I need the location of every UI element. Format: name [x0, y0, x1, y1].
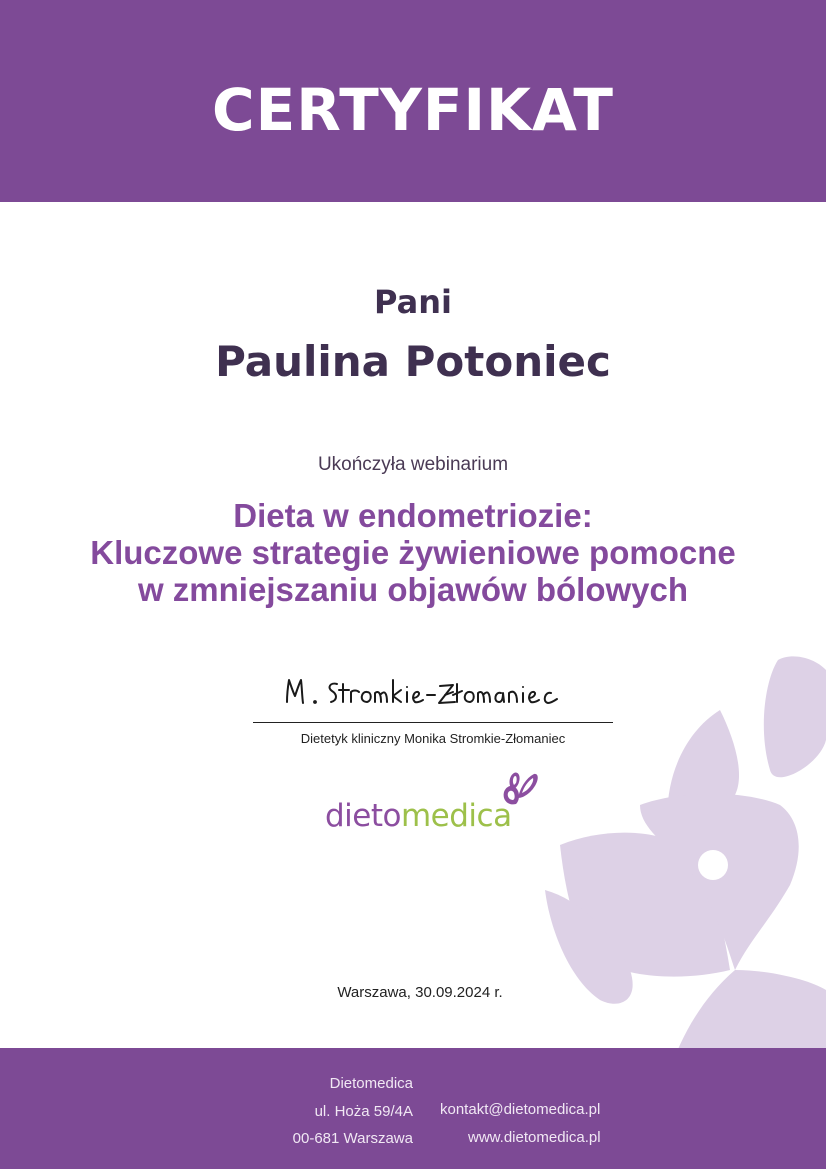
- header-band: [0, 0, 826, 202]
- course-title: [0, 497, 826, 608]
- signature-line: [253, 722, 613, 723]
- footer-email: kontakt@dietomedica.pl: [440, 1101, 601, 1118]
- salutation: Pani: [374, 283, 452, 321]
- footer-band: [0, 1048, 826, 1169]
- completion-text: Ukończyła webinarium: [317, 454, 509, 475]
- footer-address: [293, 1070, 413, 1153]
- course-title-line: w zmniejszaniu objawów bólowych: [137, 571, 689, 608]
- place-and-date: Warszawa, 30.09.2024 r.: [337, 984, 503, 1001]
- logo-wordmark: [325, 796, 512, 836]
- course-title-line: Kluczowe strategie żywieniowe pomocne: [90, 534, 736, 571]
- recipient-name: Paulina Potoniec: [215, 337, 611, 386]
- footer-website: www.dietomedica.pl: [468, 1129, 601, 1146]
- course-title-line: Dieta w endometriozie:: [233, 497, 593, 534]
- logo-wordmark-medica: medica: [400, 798, 512, 834]
- logo-wordmark-dieto: dieto: [325, 798, 401, 834]
- signer-caption: Dietetyk kliniczny Monika Stromkie-Złomaniec: [300, 731, 566, 746]
- footer-city: 00-681 Warszawa: [292, 1130, 413, 1147]
- handwritten-signature: [275, 672, 585, 720]
- footer-street: ul. Hoża 59/4A: [314, 1102, 413, 1120]
- footer-contact: [440, 1096, 601, 1152]
- dietomedica-logo: [322, 768, 552, 838]
- certificate-title: CERTYFIKAT: [212, 76, 614, 144]
- footer-company-name: Dietomedica: [329, 1075, 413, 1092]
